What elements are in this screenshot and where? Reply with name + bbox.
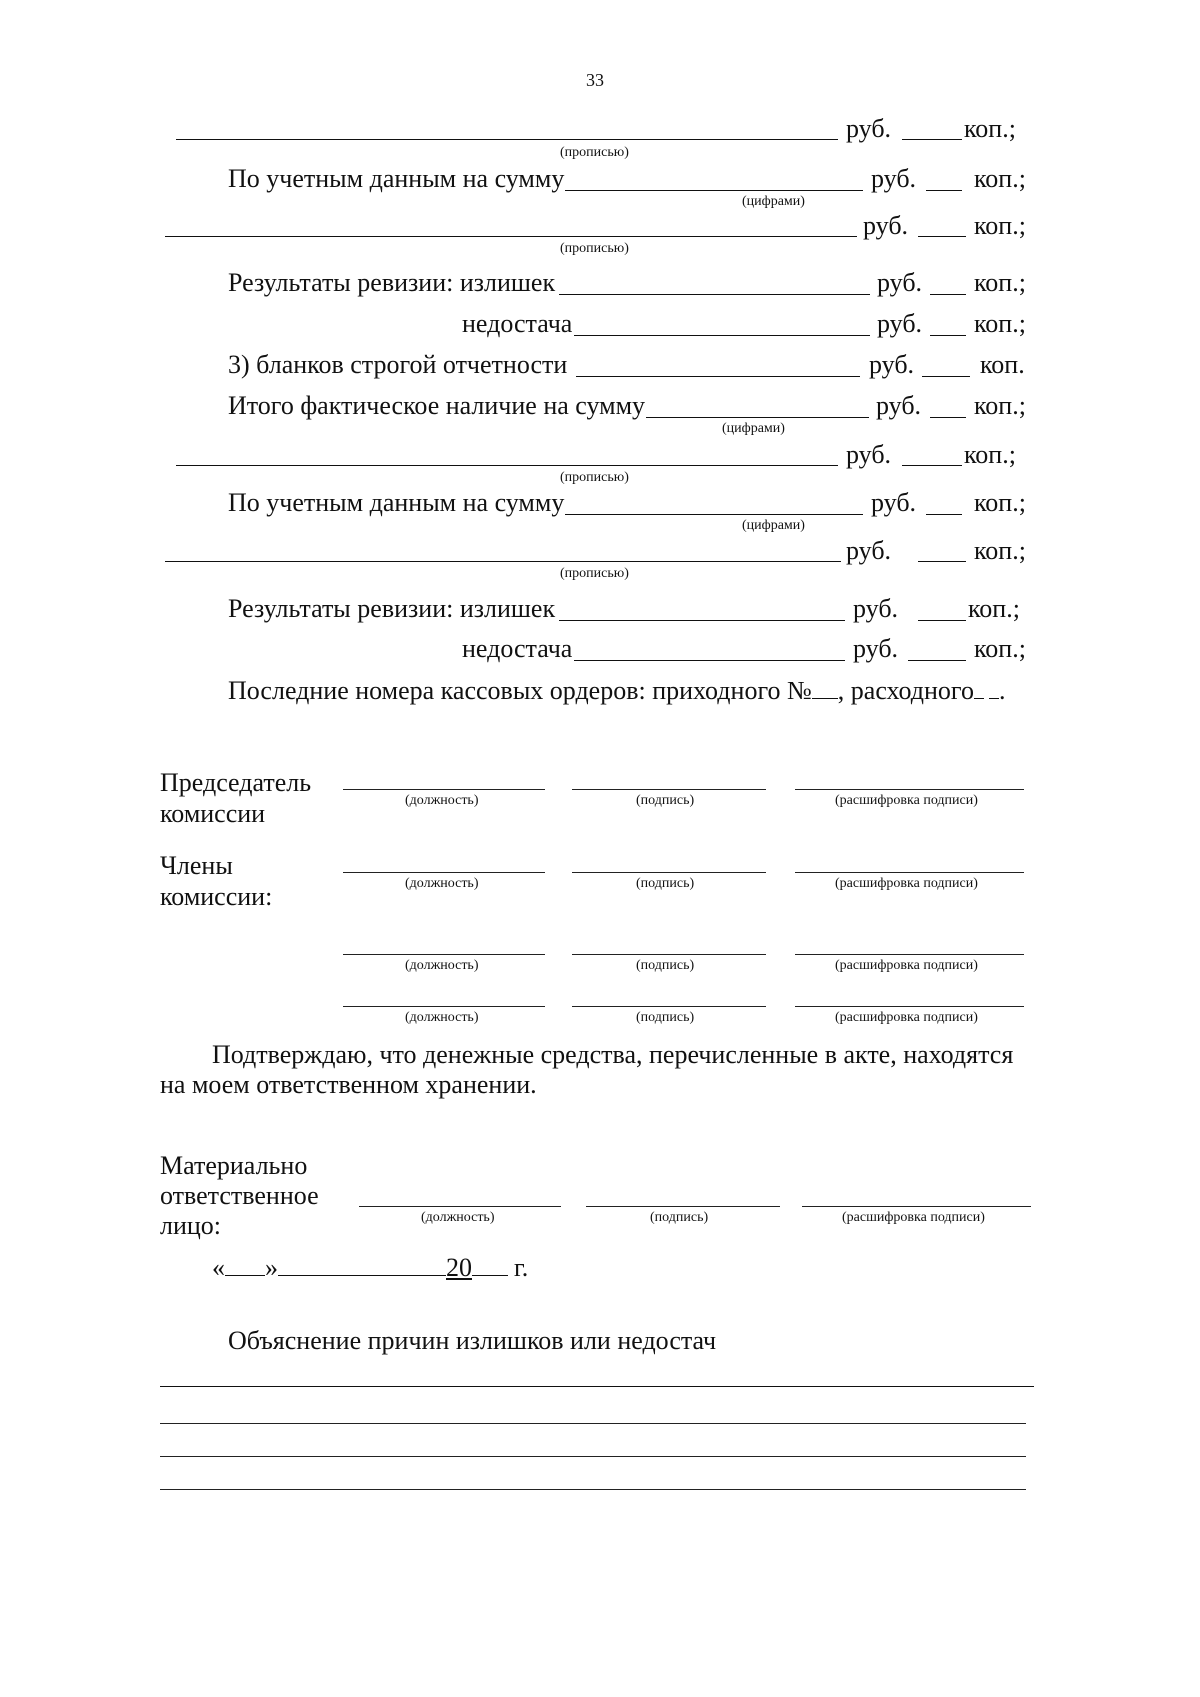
caption-words: (прописью) (560, 470, 629, 485)
shortage-amount-line[interactable] (574, 335, 870, 336)
kop-line[interactable] (918, 620, 966, 621)
kop-label: коп.; (974, 268, 1026, 297)
member1-position-line[interactable] (343, 872, 545, 873)
caption-position: (должность) (405, 958, 479, 973)
member2-signature-line[interactable] (572, 954, 766, 955)
last-orders-mid: , расходного (837, 676, 974, 705)
last-orders-line (228, 676, 1005, 706)
amount-digits-line[interactable] (646, 417, 869, 418)
kop-line[interactable] (902, 465, 962, 466)
kop-line[interactable] (926, 514, 962, 515)
surplus-amount-line[interactable] (559, 294, 870, 295)
caption-position: (должность) (421, 1210, 495, 1225)
amount-words-line[interactable] (165, 561, 841, 562)
expense-order-number-field[interactable] (974, 676, 984, 699)
last-orders-suffix: . (998, 676, 1006, 705)
caption-digits: (цифрами) (722, 421, 785, 436)
responsible-signature-line[interactable] (586, 1206, 780, 1207)
amount-digits-line[interactable] (565, 190, 863, 191)
caption-words: (прописью) (560, 566, 629, 581)
caption-decoding: (расшифровка подписи) (835, 1010, 978, 1025)
amount-words-line[interactable] (176, 139, 838, 140)
members-label-line1: Члены (160, 851, 233, 880)
label-by-accounting-data: По учетным данным на сумму (228, 164, 565, 193)
member3-position-line[interactable] (343, 1006, 545, 1007)
member1-decoding-line[interactable] (795, 872, 1024, 873)
explanation-line-3[interactable] (160, 1456, 1026, 1457)
rub-label: руб. (869, 350, 915, 379)
responsible-position-line[interactable] (359, 1206, 561, 1207)
rub-label: руб. (846, 536, 892, 565)
rub-label: руб. (877, 268, 923, 297)
caption-digits: (цифрами) (742, 194, 805, 209)
date-close-quote: » (265, 1253, 278, 1282)
surplus-amount-line[interactable] (559, 620, 845, 621)
kop-label: коп.; (964, 114, 1016, 143)
caption-decoding: (расшифровка подписи) (835, 876, 978, 891)
kop-label: коп.; (974, 309, 1026, 338)
rub-label: руб. (853, 634, 899, 663)
rub-label: руб. (846, 114, 892, 143)
kop-label: коп.; (974, 634, 1026, 663)
caption-position: (должность) (405, 876, 479, 891)
label-shortage: недостача (462, 634, 573, 663)
shortage-amount-line[interactable] (574, 660, 845, 661)
label-shortage: недостача (462, 309, 573, 338)
member3-signature-line[interactable] (572, 1006, 766, 1007)
date-day-field[interactable] (225, 1253, 265, 1276)
kop-label: коп.; (974, 211, 1026, 240)
explanation-line-2[interactable] (160, 1423, 1026, 1424)
caption-position: (должность) (405, 1010, 479, 1025)
rub-label: руб. (876, 391, 922, 420)
kop-label: коп.; (974, 164, 1026, 193)
responsible-label-line1: Материально (160, 1151, 308, 1180)
kop-label: коп.; (968, 594, 1020, 623)
kop-label: коп.; (964, 440, 1016, 469)
caption-decoding: (расшифровка подписи) (835, 958, 978, 973)
rub-label: руб. (877, 309, 923, 338)
confirm-text-line1: Подтверждаю, что денежные средства, перечисленные в акте, находятся (212, 1040, 1014, 1069)
amount-words-line[interactable] (176, 465, 838, 466)
kop-line[interactable] (930, 294, 966, 295)
date-line (212, 1253, 528, 1283)
last-orders-prefix: Последние номера кассовых ордеров: приходного № (228, 676, 812, 705)
kop-label: коп.; (974, 488, 1026, 517)
caption-decoding: (расшифровка подписи) (842, 1210, 985, 1225)
caption-signature: (подпись) (650, 1210, 709, 1225)
label-by-accounting-data: По учетным данным на сумму (228, 488, 565, 517)
caption-signature: (подпись) (636, 793, 695, 808)
amount-words-line[interactable] (165, 236, 857, 237)
rub-label: руб. (871, 164, 917, 193)
rub-label: руб. (863, 211, 909, 240)
explanation-line-1[interactable] (160, 1386, 1034, 1387)
caption-words: (прописью) (560, 145, 629, 160)
strict-forms-amount-line[interactable] (576, 376, 860, 377)
explanation-line-4[interactable] (160, 1489, 1026, 1490)
date-year-prefix: 20 (446, 1253, 472, 1282)
chairman-label-line1: Председатель (160, 768, 312, 797)
label-strict-forms: 3) бланков строгой отчетности (228, 350, 568, 379)
kop-line[interactable] (902, 139, 962, 140)
member2-position-line[interactable] (343, 954, 545, 955)
chairman-label-line2: комиссии (160, 799, 266, 828)
date-year-suffix: г. (514, 1253, 529, 1282)
responsible-decoding-line[interactable] (802, 1206, 1031, 1207)
caption-signature: (подпись) (636, 876, 695, 891)
chairman-position-line[interactable] (343, 789, 545, 790)
kop-line[interactable] (930, 335, 966, 336)
caption-decoding: (расшифровка подписи) (835, 793, 978, 808)
kop-line[interactable] (908, 660, 966, 661)
chairman-decoding-line[interactable] (795, 789, 1024, 790)
responsible-label-line2: ответственное (160, 1181, 319, 1210)
chairman-signature-line[interactable] (572, 789, 766, 790)
expense-order-number-field-2[interactable] (989, 676, 999, 699)
explanation-heading: Объяснение причин излишков или недостач (228, 1326, 717, 1355)
kop-label: коп.; (974, 536, 1026, 565)
amount-digits-line[interactable] (565, 514, 863, 515)
label-total-actual: Итого фактическое наличие на сумму (228, 391, 646, 420)
caption-position: (должность) (405, 793, 479, 808)
members-label-line2: комиссии: (160, 882, 273, 911)
caption-words: (прописью) (560, 241, 629, 256)
label-revision-surplus: Результаты ревизии: излишек (228, 594, 556, 623)
caption-signature: (подпись) (636, 958, 695, 973)
page-number: 33 (586, 70, 604, 90)
kop-line[interactable] (930, 417, 966, 418)
date-year-field[interactable] (472, 1253, 508, 1276)
receipt-order-number-field[interactable] (812, 676, 838, 699)
member1-signature-line[interactable] (572, 872, 766, 873)
rub-label: руб. (853, 594, 899, 623)
kop-line[interactable] (918, 561, 966, 562)
label-revision-surplus: Результаты ревизии: излишек (228, 268, 556, 297)
responsible-label-line3: лицо: (160, 1211, 222, 1240)
rub-label: руб. (846, 440, 892, 469)
kop-label: коп. (980, 350, 1025, 379)
date-open-quote: « (212, 1253, 225, 1282)
caption-digits: (цифрами) (742, 518, 805, 533)
member2-decoding-line[interactable] (795, 954, 1024, 955)
rub-label: руб. (871, 488, 917, 517)
kop-line[interactable] (918, 236, 966, 237)
member3-decoding-line[interactable] (795, 1006, 1024, 1007)
date-month-field[interactable] (278, 1253, 446, 1276)
kop-label: коп.; (974, 391, 1026, 420)
caption-signature: (подпись) (636, 1010, 695, 1025)
confirm-text-line2: на моем ответственном хранении. (160, 1070, 537, 1099)
kop-line[interactable] (926, 190, 962, 191)
kop-line[interactable] (922, 376, 970, 377)
